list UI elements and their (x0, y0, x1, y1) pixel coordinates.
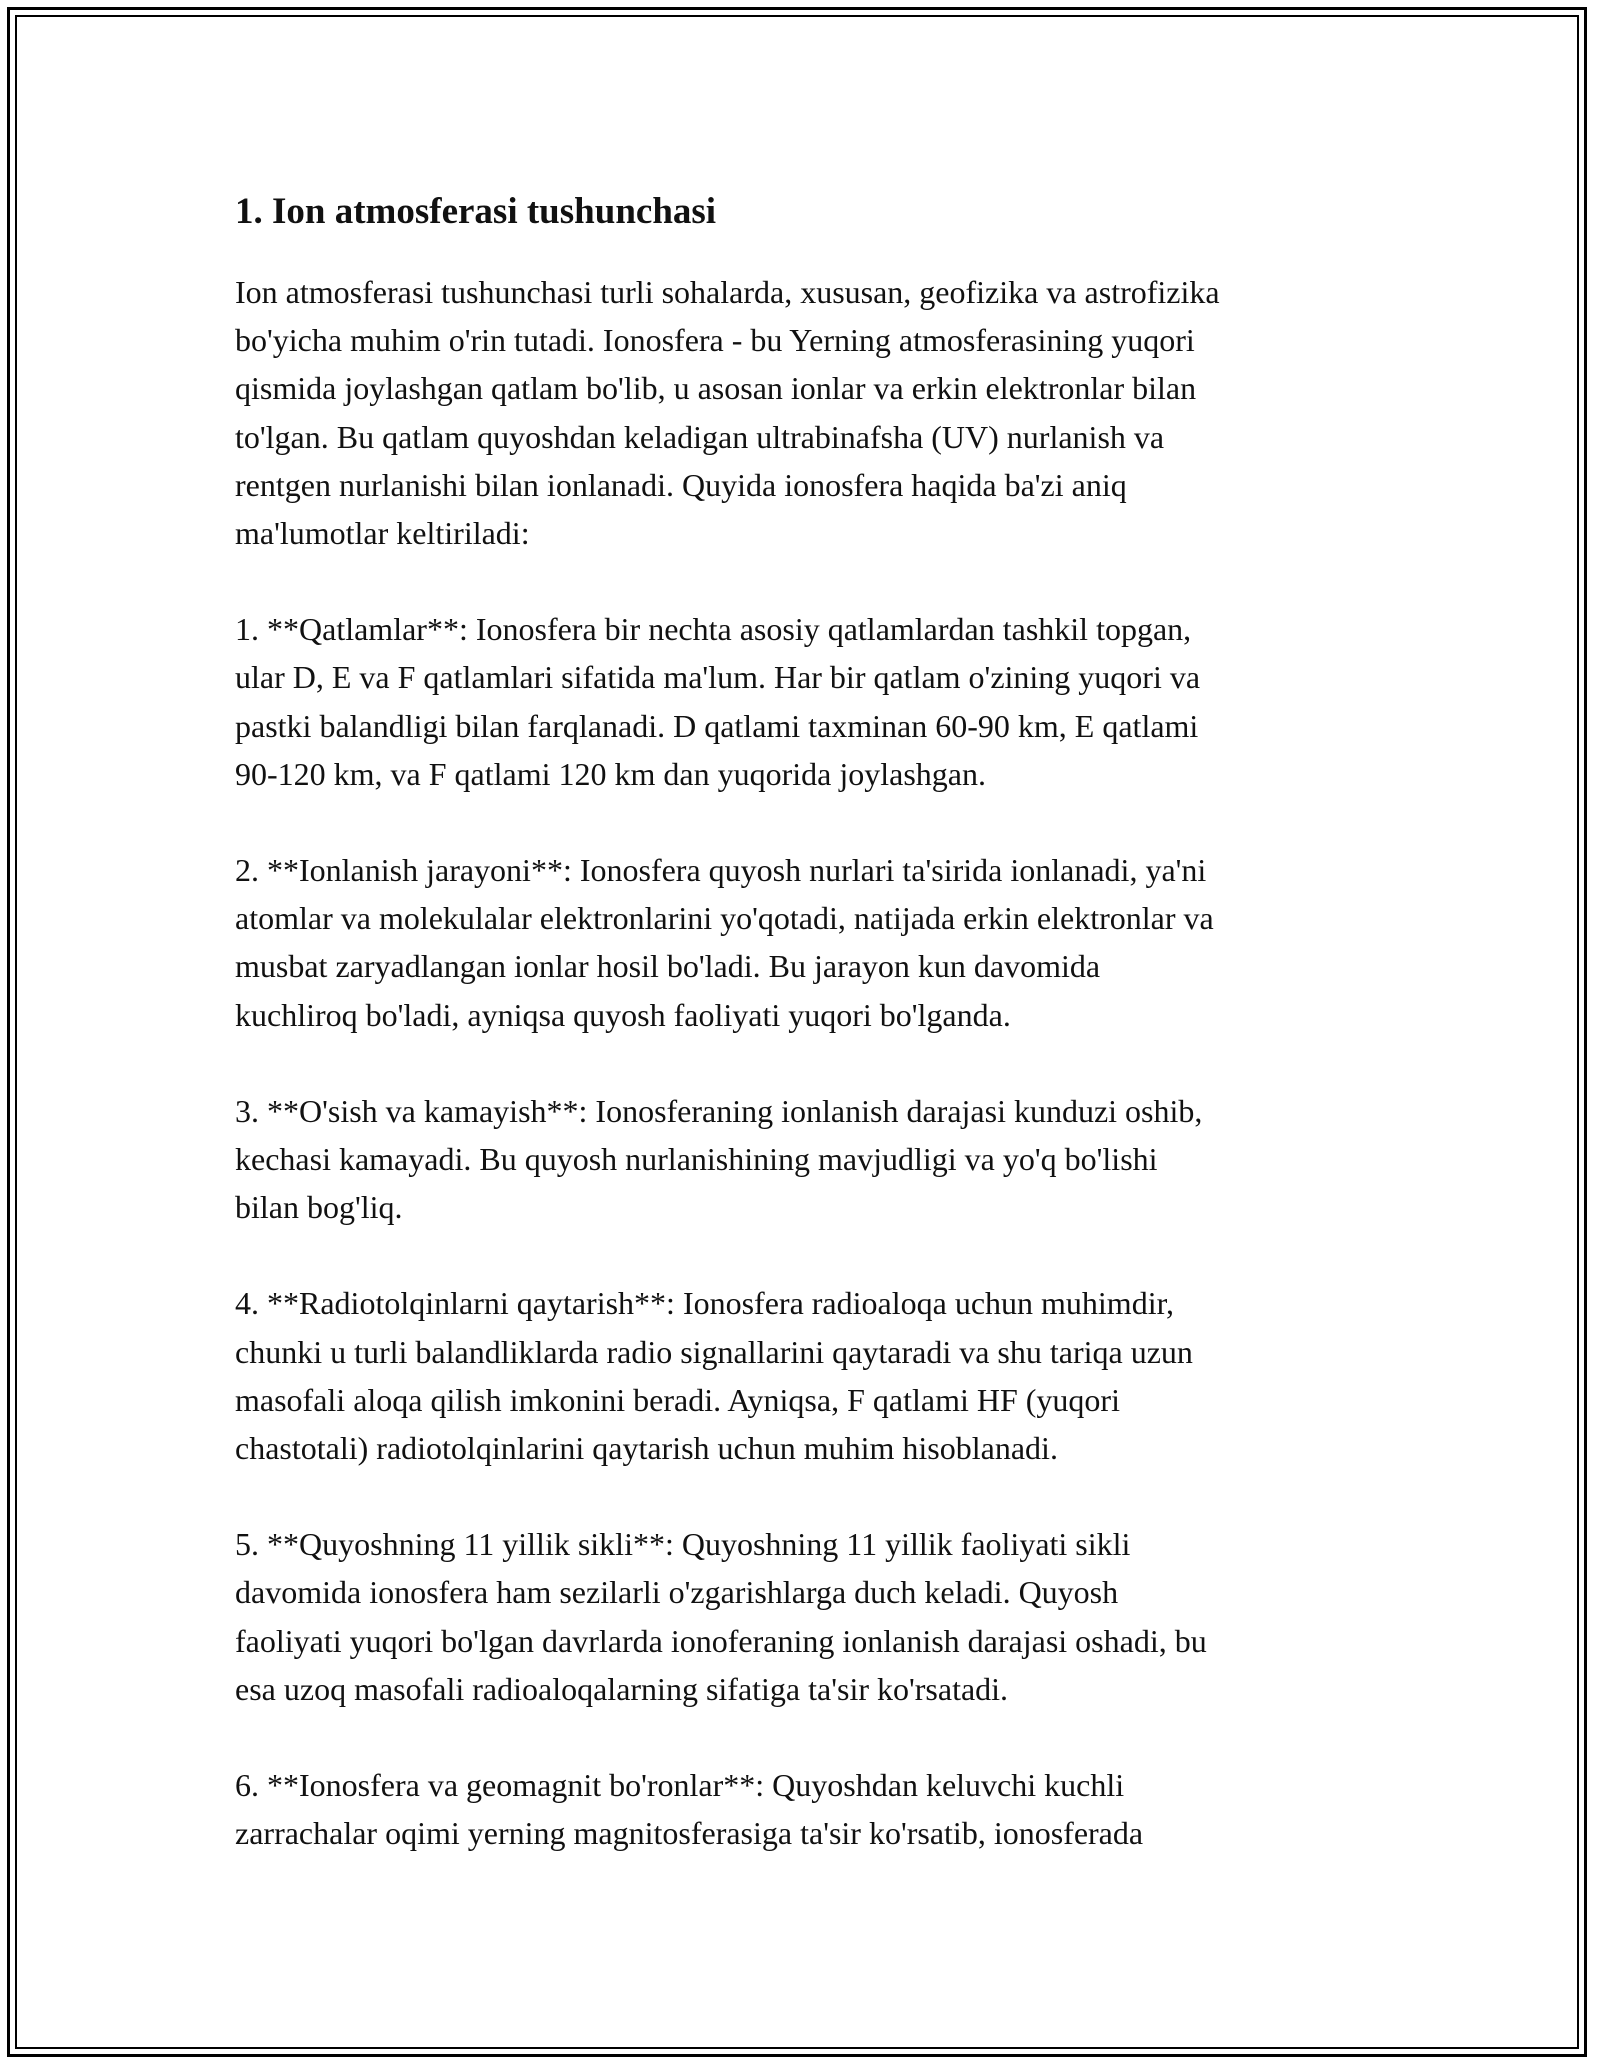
text-line: bilan bog'liq. (235, 1189, 403, 1226)
text-line: 5. **Quyoshning 11 yillik sikli**: Quyoshning 11 yillik faoliyati sikli (235, 1526, 1131, 1563)
text-line: chunki u turli balandliklarda radio signallarini qaytaradi va shu tariqa uzun (235, 1333, 1193, 1370)
list-item-solar-cycle (235, 1520, 1375, 1713)
text-line: kechasi kamayadi. Bu quyosh nurlanishining mavjudligi va yo'q bo'lishi (235, 1141, 1158, 1178)
text-line: 4. **Radiotolqinlarni qaytarish**: Ionosfera radioaloqa uchun muhimdir, (235, 1285, 1174, 1322)
list-item-ionization (235, 846, 1375, 1039)
text-line: musbat zaryadlangan ionlar hosil bo'ladi. Bu jarayon kun davomida (235, 948, 1101, 985)
list-item-layers (235, 605, 1375, 798)
text-line: Ion atmosferasi tushunchasi turli sohalarda, xususan, geofizika va astrofizika (235, 274, 1220, 310)
text-line: zarrachalar oqimi yerning magnitosferasiga ta'sir ko'rsatib, ionosferada (235, 1815, 1144, 1852)
text-line: 6. **Ionosfera va geomagnit bo'ronlar**: Quyoshdan keluvchi kuchli (235, 1767, 1125, 1804)
text-line: 1. **Qatlamlar**: Ionosfera bir nechta asosiy qatlamlardan tashkil topgan, (235, 611, 1192, 648)
text-line: ular D, E va F qatlamlari sifatida ma'lum. Har bir qatlam o'zining yuqori va (235, 659, 1201, 696)
text-line: bo'yicha muhim o'rin tutadi. Ionosfera - bu Yerning atmosferasining yuqori (235, 322, 1195, 359)
list-item-growth-decline (235, 1087, 1375, 1232)
text-line: masofali aloqa qilish imkonini beradi. Ayniqsa, F qatlami HF (yuqori (235, 1381, 1120, 1418)
document-body (235, 186, 1375, 1905)
list-item-radio-reflection (235, 1279, 1375, 1472)
text-line: rentgen nurlanishi bilan ionlanadi. Quyida ionosfera haqida ba'zi aniq (235, 466, 1127, 503)
text-line: kuchliroq bo'ladi, ayniqsa quyosh faoliyati yuqori bo'lganda. (235, 996, 1011, 1033)
text-line: 2. **Ionlanish jarayoni**: Ionosfera quyosh nurlari ta'sirida ionlanadi, ya'ni (235, 852, 1207, 889)
list-item-geomagnetic-storms (235, 1761, 1375, 1857)
text-line: pastki balandligi bilan farqlanadi. D qatlami taxminan 60-90 km, E qatlami (235, 707, 1199, 744)
text-line: atomlar va molekulalar elektronlarini yo'qotadi, natijada erkin elektronlar va (235, 900, 1214, 937)
text-line: davomida ionosfera ham sezilarli o'zgarishlarga duch keladi. Quyosh (235, 1574, 1119, 1611)
text-line: 90-120 km, va F qatlami 120 km dan yuqorida joylashgan. (235, 755, 986, 792)
text-line: chastotali) radiotolqinlarini qaytarish uchun muhim hisoblanadi. (235, 1430, 1058, 1467)
intro-paragraph (235, 268, 1375, 557)
text-line: 3. **O'sish va kamayish**: Ionosferaning ionlanish darajasi kunduzi oshib, (235, 1092, 1203, 1129)
section-heading: 1. Ion atmosferasi tushunchasi (235, 191, 717, 232)
text-line: esa uzoq masofali radioaloqalarning sifatiga ta'sir ko'rsatadi. (235, 1670, 1009, 1707)
text-line: to'lgan. Bu qatlam quyoshdan keladigan ultrabinafsha (UV) nurlanish va (235, 418, 1165, 455)
text-line: qismida joylashgan qatlam bo'lib, u asosan ionlar va erkin elektronlar bilan (235, 370, 1197, 407)
text-line: ma'lumotlar keltiriladi: (235, 515, 530, 552)
text-line: faoliyati yuqori bo'lgan davrlarda ionoferaning ionlanish darajasi oshadi, bu (235, 1622, 1207, 1659)
